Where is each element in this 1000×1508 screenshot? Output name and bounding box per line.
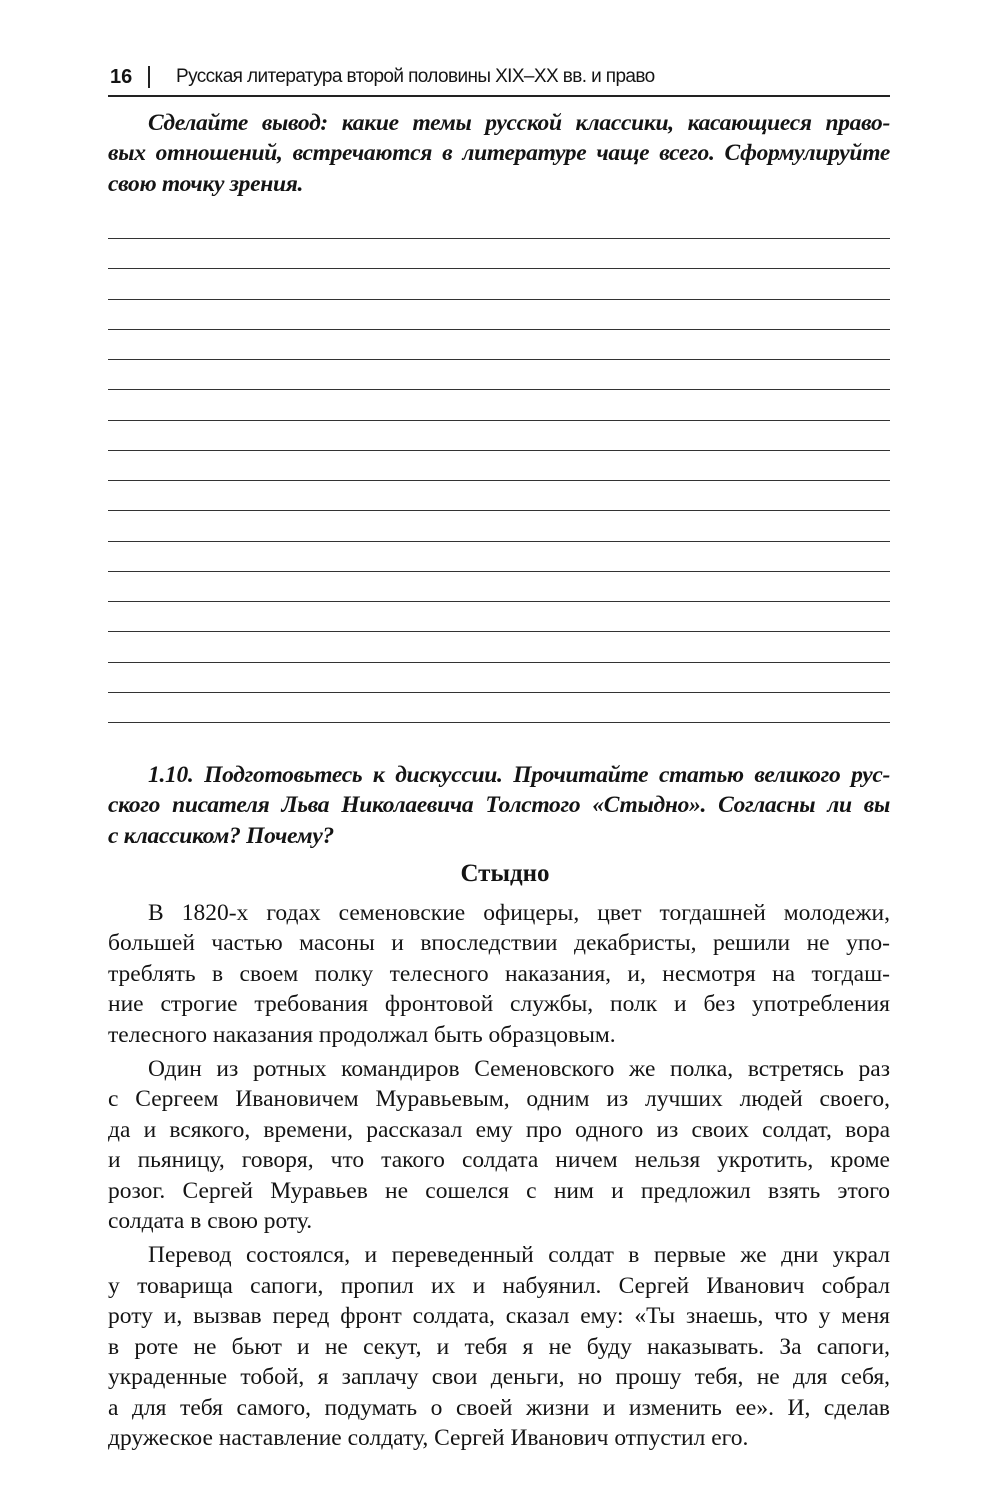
paragraph-line: треблять в своем полку телесного наказания, и, несмотря на тогдаш- — [108, 960, 890, 987]
answer-line[interactable] — [108, 420, 890, 421]
paragraph-line: украденные тобой, я заплачу свои деньги, но прошу тебя, не для себя, — [108, 1364, 890, 1391]
answer-line[interactable] — [108, 359, 890, 360]
answer-line[interactable] — [108, 722, 890, 723]
paragraph-line: с Сергеем Ивановичем Муравьевым, одним из лучших людей своего, — [108, 1086, 890, 1113]
header-divider — [148, 66, 150, 88]
answer-line[interactable] — [108, 692, 890, 693]
paragraph-line: и пьяницу, говоря, что такого солдата ничем нельзя укротить, кроме — [108, 1147, 890, 1174]
task-line: ского писателя Льва Николаевича Толстого «Стыдно». Согласны ли вы — [108, 792, 890, 819]
answer-line[interactable] — [108, 450, 890, 451]
answer-line[interactable] — [108, 389, 890, 390]
prompt-line: вых отношений, встречаются в литературе чаще всего. Сформулируйте — [108, 140, 890, 167]
answer-line[interactable] — [108, 480, 890, 481]
page-number: 16 — [110, 66, 133, 88]
paragraph-line: солдата в свою роту. — [108, 1208, 313, 1235]
article-body — [108, 898, 890, 1453]
paragraph-line: телесного наказания продолжал быть образцовым. — [108, 1021, 616, 1048]
task-1-10 — [108, 760, 890, 851]
answer-line[interactable] — [108, 662, 890, 663]
conclusion-prompt — [108, 108, 890, 199]
answer-line[interactable] — [108, 541, 890, 542]
paragraph-line: розог. Сергей Муравьев не сошелся с ним и предложил взять этого — [108, 1177, 890, 1204]
answer-line[interactable] — [108, 631, 890, 632]
paragraph-line: дружеское наставление солдату, Сергей Иванович отпустил его. — [108, 1424, 749, 1451]
paragraph-line: Один из ротных командиров Семеновского же полка, встретясь раз — [148, 1056, 890, 1083]
article-title: Стыдно — [460, 860, 550, 887]
article-paragraph — [108, 1240, 890, 1453]
article-paragraph — [108, 898, 890, 1050]
header-rule — [108, 95, 890, 97]
answer-line[interactable] — [108, 510, 890, 511]
paragraph-line: у товарища сапоги, пропил их и набуянил. Сергей Иванович собрал — [108, 1272, 890, 1299]
paragraph-line: да и всякого, времени, рассказал ему про одного из своих солдат, вора — [108, 1116, 890, 1143]
answer-line[interactable] — [108, 299, 890, 300]
answer-line[interactable] — [108, 238, 890, 239]
task-line: с классиком? Почему? — [108, 822, 334, 849]
paragraph-line: ние строгие требования фронтовой службы, полк и без употребления — [108, 991, 890, 1018]
paragraph-line: роту и, вызвав перед фронт солдата, сказал ему: «Ты знаешь, что у меня — [108, 1303, 890, 1330]
answer-line[interactable] — [108, 268, 890, 269]
paragraph-line: В 1820-х годах семеновские офицеры, цвет тогдашней молодежи, — [148, 900, 890, 926]
answer-line[interactable] — [108, 329, 890, 330]
prompt-line: Сделайте вывод: какие темы русской классики, касающиеся право- — [148, 110, 890, 136]
running-header — [108, 64, 890, 94]
paragraph-line: Перевод состоялся, и переведенный солдат в первые же дни украл — [148, 1242, 890, 1269]
article-paragraph — [108, 1054, 890, 1236]
running-title: Русская литература второй половины XIX–XX вв. и право — [176, 66, 655, 87]
prompt-line: свою точку зрения. — [108, 170, 304, 197]
paragraph-line: а для тебя самого, подумать о своей жизни и изменить ее». И, сделав — [108, 1394, 890, 1421]
task-line: 1.10. Подготовьтесь к дискуссии. Прочитайте статью великого рус- — [148, 762, 890, 788]
answer-line[interactable] — [108, 571, 890, 572]
paragraph-line: в роте не бьют и не секут, и тебя я не буду наказывать. За сапоги, — [108, 1333, 890, 1360]
paragraph-line: большей частью масоны и впоследствии декабристы, решили не упо- — [108, 930, 890, 957]
answer-line[interactable] — [108, 601, 890, 602]
